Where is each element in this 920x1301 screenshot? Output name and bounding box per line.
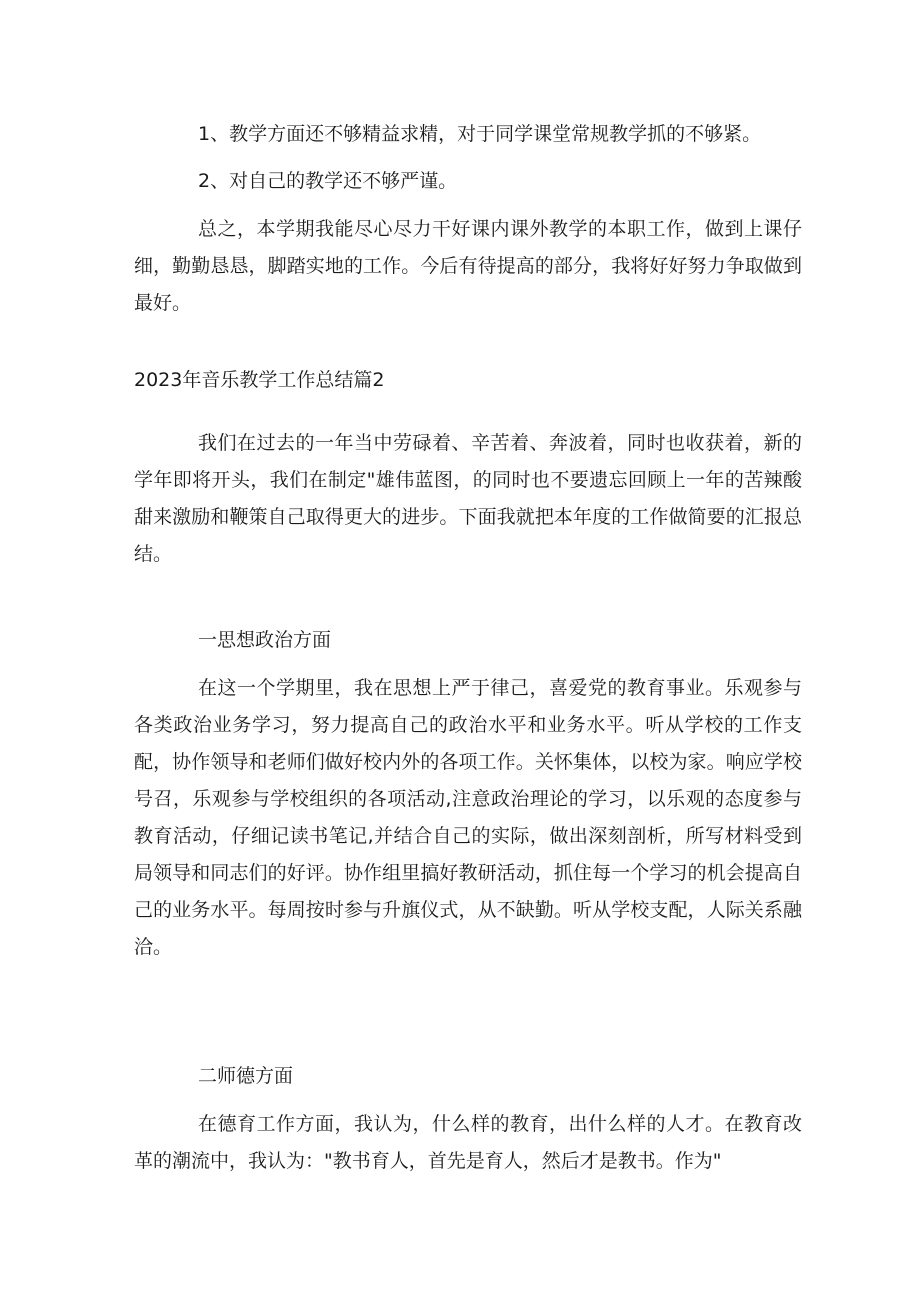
heading-ideology: 一思想政治方面 — [198, 629, 332, 651]
list-item-2: 2、对自己的教学还不够严谨。 — [198, 170, 458, 192]
intro-paragraph: 我们在过去的一年当中劳碌着、辛苦着、奔波着，同时也收获着，新的学年即将开头，我们在制定"雄伟蓝图，的同时也不要遗忘回顾上一年的苦辣酸甜来激励和鞭策自己取得更大的进步。下面我就把本年度的工作做简要的汇报总结。 — [134, 432, 802, 565]
ethics-paragraph: 在德育工作方面，我认为，什么样的教育，出什么样的人才。在教育改革的潮流中，我认为："教书育人，首先是育人，然后才是教书。作为" — [134, 1113, 802, 1172]
ideology-paragraph: 在这一个学期里，我在思想上严于律己，喜爱党的教育事业。乐观参与各类政治业务学习，努力提高自己的政治水平和业务水平。听从学校的工作支配，协作领导和老师们做好校内外的各项工作。关怀集体，以校为家。响应学校号召，乐观参与学校组织的各项活动,注意政治理论的学习，以乐观的态度参与教育活动，仔细记读书笔记,并结合自己的实际，做出深刻剖析，所写材料受到局领导和同志们的好评。协作组里搞好教研活动，抓住每一个学习的机会提高自己的业务水平。每周按时参与升旗仪式，从不缺勤。听从学校支配，人际关系融洽。 — [134, 677, 802, 958]
heading-ethics: 二师德方面 — [198, 1065, 294, 1087]
section-title: 2023年音乐教学工作总结篇2 — [134, 369, 385, 391]
list-item-1: 1、教学方面还不够精益求精，对于同学课堂常规教学抓的不够紧。 — [198, 123, 762, 145]
summary-paragraph: 总之，本学期我能尽心尽力干好课内课外教学的本职工作，做到上课仔细，勤勤恳恳，脚踏实地的工作。今后有待提高的部分，我将好好努力争取做到最好。 — [134, 218, 802, 314]
